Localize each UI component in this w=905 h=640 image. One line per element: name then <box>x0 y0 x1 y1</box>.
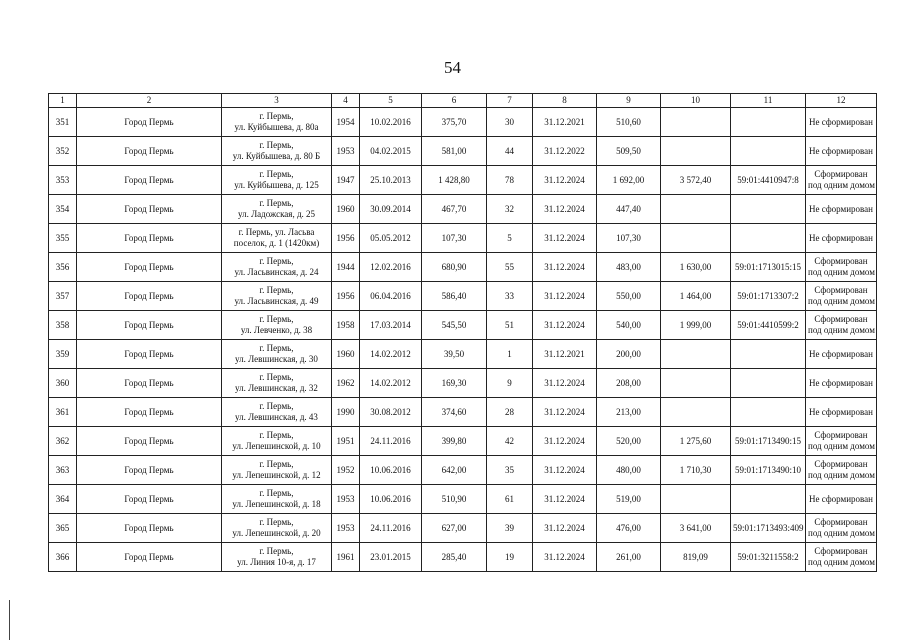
planned-area-cell: 200,00 <box>597 340 661 369</box>
residents-count-cell: 51 <box>487 311 533 340</box>
table-row <box>49 398 877 427</box>
date-cell: 10.06.2016 <box>360 485 422 514</box>
residents-count-cell: 44 <box>487 137 533 166</box>
row-number-cell: 358 <box>49 311 77 340</box>
planned-area-cell: 208,00 <box>597 369 661 398</box>
cadastral-number-cell: 59:01:4410947:8 <box>731 166 806 195</box>
city-cell: Город Пермь <box>77 340 222 369</box>
housing-registry-table <box>48 93 877 572</box>
address-line-1: г. Пермь, <box>259 314 294 324</box>
city-cell: Город Пермь <box>77 543 222 572</box>
row-number-cell: 366 <box>49 543 77 572</box>
address-cell <box>222 398 332 427</box>
cadastral-number-cell: 59:01:1713490:10 <box>731 456 806 485</box>
year-built-cell: 1953 <box>332 137 360 166</box>
table-row <box>49 253 877 282</box>
deadline-cell: 31.12.2024 <box>533 369 597 398</box>
address-line-1: г. Пермь, <box>259 430 294 440</box>
planned-area-cell: 213,00 <box>597 398 661 427</box>
land-status-cell <box>806 369 877 398</box>
column-header-7: 7 <box>487 94 533 108</box>
address-line-2: ул. Левшинская, д. 43 <box>235 412 318 422</box>
address-line-1: г. Пермь, <box>259 198 294 208</box>
year-built-cell: 1952 <box>332 456 360 485</box>
address-cell <box>222 311 332 340</box>
land-status-cell <box>806 311 877 340</box>
land-status-line-1: Сформирован <box>814 256 868 266</box>
address-line-2: ул. Лепешинской, д. 10 <box>232 441 321 451</box>
address-line-1: г. Пермь, <box>259 488 294 498</box>
row-number-cell: 361 <box>49 398 77 427</box>
table-row <box>49 166 877 195</box>
header-row <box>49 94 877 108</box>
planned-area-cell: 550,00 <box>597 282 661 311</box>
land-status-line-1: Не сформирован <box>809 232 873 243</box>
land-status-line-1: Не сформирован <box>809 348 873 359</box>
city-cell: Город Пермь <box>77 398 222 427</box>
planned-area-cell: 519,00 <box>597 485 661 514</box>
city-cell: Город Пермь <box>77 514 222 543</box>
column-header-3: 3 <box>222 94 332 108</box>
date-cell: 30.09.2014 <box>360 195 422 224</box>
city-cell: Город Пермь <box>77 166 222 195</box>
address-line-2: ул. Куйбышева, д. 80 Б <box>232 151 321 161</box>
address-cell <box>222 427 332 456</box>
address-cell <box>222 166 332 195</box>
land-area-cell <box>661 340 731 369</box>
address-cell <box>222 108 332 137</box>
land-status-line-1: Не сформирован <box>809 116 873 127</box>
address-line-2: поселок, д. 1 (1420км) <box>233 238 320 248</box>
area-cell: 627,00 <box>422 514 487 543</box>
year-built-cell: 1956 <box>332 282 360 311</box>
deadline-cell: 31.12.2024 <box>533 311 597 340</box>
planned-area-cell: 107,30 <box>597 224 661 253</box>
date-cell: 14.02.2012 <box>360 369 422 398</box>
year-built-cell: 1960 <box>332 195 360 224</box>
deadline-cell: 31.12.2024 <box>533 224 597 253</box>
address-cell <box>222 137 332 166</box>
land-status-cell <box>806 224 877 253</box>
table-row <box>49 224 877 253</box>
deadline-cell: 31.12.2024 <box>533 427 597 456</box>
table-row <box>49 485 877 514</box>
deadline-cell: 31.12.2024 <box>533 543 597 572</box>
city-cell: Город Пермь <box>77 427 222 456</box>
address-line-2: ул. Лепешинской, д. 20 <box>232 528 321 538</box>
date-cell: 25.10.2013 <box>360 166 422 195</box>
date-cell: 24.11.2016 <box>360 514 422 543</box>
row-number-cell: 355 <box>49 224 77 253</box>
row-number-cell: 365 <box>49 514 77 543</box>
area-cell: 169,30 <box>422 369 487 398</box>
date-cell: 12.02.2016 <box>360 253 422 282</box>
land-status-line-2: под одним домом <box>808 180 875 190</box>
address-line-1: г. Пермь, <box>259 285 294 295</box>
land-status-cell <box>806 195 877 224</box>
land-area-cell <box>661 137 731 166</box>
city-cell: Город Пермь <box>77 282 222 311</box>
land-status-cell <box>806 166 877 195</box>
address-cell <box>222 369 332 398</box>
address-cell <box>222 485 332 514</box>
land-status-cell <box>806 543 877 572</box>
table-row <box>49 137 877 166</box>
row-number-cell: 354 <box>49 195 77 224</box>
land-status-line-1: Сформирован <box>814 430 868 440</box>
land-status-cell <box>806 485 877 514</box>
row-number-cell: 356 <box>49 253 77 282</box>
deadline-cell: 31.12.2024 <box>533 485 597 514</box>
column-header-11: 11 <box>731 94 806 108</box>
address-cell <box>222 224 332 253</box>
area-cell: 374,60 <box>422 398 487 427</box>
cadastral-number-cell: 59:01:3211558:2 <box>731 543 806 572</box>
residents-count-cell: 28 <box>487 398 533 427</box>
area-cell: 545,50 <box>422 311 487 340</box>
area-cell: 467,70 <box>422 195 487 224</box>
deadline-cell: 31.12.2024 <box>533 282 597 311</box>
cadastral-number-cell <box>731 340 806 369</box>
address-line-1: г. Пермь, <box>259 256 294 266</box>
date-cell: 23.01.2015 <box>360 543 422 572</box>
column-header-4: 4 <box>332 94 360 108</box>
land-status-line-1: Не сформирован <box>809 203 873 214</box>
column-header-12: 12 <box>806 94 877 108</box>
address-line-2: ул. Лепешинской, д. 12 <box>232 470 321 480</box>
cadastral-number-cell: 59:01:1713307:2 <box>731 282 806 311</box>
table-row <box>49 340 877 369</box>
year-built-cell: 1954 <box>332 108 360 137</box>
city-cell: Город Пермь <box>77 311 222 340</box>
cadastral-number-cell <box>731 224 806 253</box>
planned-area-cell: 261,00 <box>597 543 661 572</box>
area-cell: 1 428,80 <box>422 166 487 195</box>
residents-count-cell: 39 <box>487 514 533 543</box>
date-cell: 10.06.2016 <box>360 456 422 485</box>
land-status-line-2: под одним домом <box>808 325 875 335</box>
cadastral-number-cell <box>731 485 806 514</box>
city-cell: Город Пермь <box>77 253 222 282</box>
address-line-2: ул. Левшинская, д. 30 <box>235 354 318 364</box>
address-cell <box>222 195 332 224</box>
planned-area-cell: 447,40 <box>597 195 661 224</box>
land-status-line-2: под одним домом <box>808 557 875 567</box>
residents-count-cell: 33 <box>487 282 533 311</box>
deadline-cell: 31.12.2024 <box>533 514 597 543</box>
year-built-cell: 1961 <box>332 543 360 572</box>
row-number-cell: 352 <box>49 137 77 166</box>
column-header-6: 6 <box>422 94 487 108</box>
deadline-cell: 31.12.2022 <box>533 137 597 166</box>
address-line-1: г. Пермь, <box>259 517 294 527</box>
row-number-cell: 359 <box>49 340 77 369</box>
address-line-1: г. Пермь, <box>259 401 294 411</box>
land-status-line-2: под одним домом <box>808 296 875 306</box>
column-header-2: 2 <box>77 94 222 108</box>
land-status-line-1: Не сформирован <box>809 493 873 504</box>
cadastral-number-cell: 59:01:4410599:2 <box>731 311 806 340</box>
address-line-1: г. Пермь, ул. Ласьва <box>238 227 315 237</box>
address-line-2: ул. Левченко, д. 38 <box>240 325 313 335</box>
year-built-cell: 1956 <box>332 224 360 253</box>
address-line-1: г. Пермь, <box>259 372 294 382</box>
land-status-line-2: под одним домом <box>808 470 875 480</box>
land-status-cell <box>806 514 877 543</box>
table-row <box>49 282 877 311</box>
address-line-2: ул. Ласьвинская, д. 24 <box>234 267 319 277</box>
date-cell: 24.11.2016 <box>360 427 422 456</box>
table-row <box>49 427 877 456</box>
land-status-line-1: Не сформирован <box>809 406 873 417</box>
land-area-cell: 1 999,00 <box>661 311 731 340</box>
column-header-9: 9 <box>597 94 661 108</box>
address-line-1: г. Пермь, <box>259 140 294 150</box>
scan-edge-line <box>9 600 10 640</box>
land-area-cell: 3 572,40 <box>661 166 731 195</box>
planned-area-cell: 520,00 <box>597 427 661 456</box>
address-line-2: ул. Куйбышева, д. 125 <box>234 180 319 190</box>
cadastral-number-cell: 59:01:1713490:15 <box>731 427 806 456</box>
deadline-cell: 31.12.2021 <box>533 108 597 137</box>
date-cell: 04.02.2015 <box>360 137 422 166</box>
date-cell: 10.02.2016 <box>360 108 422 137</box>
year-built-cell: 1944 <box>332 253 360 282</box>
land-status-cell <box>806 456 877 485</box>
year-built-cell: 1951 <box>332 427 360 456</box>
date-cell: 17.03.2014 <box>360 311 422 340</box>
planned-area-cell: 1 692,00 <box>597 166 661 195</box>
land-status-cell <box>806 282 877 311</box>
residents-count-cell: 55 <box>487 253 533 282</box>
table-row <box>49 543 877 572</box>
year-built-cell: 1947 <box>332 166 360 195</box>
date-cell: 14.02.2012 <box>360 340 422 369</box>
land-status-line-1: Сформирован <box>814 459 868 469</box>
cadastral-number-cell <box>731 195 806 224</box>
address-line-1: г. Пермь, <box>259 459 294 469</box>
land-area-cell <box>661 398 731 427</box>
area-cell: 642,00 <box>422 456 487 485</box>
year-built-cell: 1953 <box>332 485 360 514</box>
year-built-cell: 1962 <box>332 369 360 398</box>
land-status-line-2: под одним домом <box>808 528 875 538</box>
residents-count-cell: 9 <box>487 369 533 398</box>
deadline-cell: 31.12.2024 <box>533 253 597 282</box>
cadastral-number-cell <box>731 369 806 398</box>
cadastral-number-cell: 59:01:1713015:15 <box>731 253 806 282</box>
residents-count-cell: 5 <box>487 224 533 253</box>
planned-area-cell: 476,00 <box>597 514 661 543</box>
land-area-cell <box>661 108 731 137</box>
page-number: 54 <box>444 58 461 77</box>
row-number-cell: 353 <box>49 166 77 195</box>
address-line-2: ул. Линия 10-я, д. 17 <box>237 557 316 567</box>
cadastral-number-cell: 59:01:1713493:409 <box>731 514 806 543</box>
land-area-cell: 1 630,00 <box>661 253 731 282</box>
land-status-cell <box>806 108 877 137</box>
residents-count-cell: 61 <box>487 485 533 514</box>
address-line-2: ул. Левшинская, д. 32 <box>235 383 318 393</box>
address-cell <box>222 282 332 311</box>
column-header-1: 1 <box>49 94 77 108</box>
address-cell <box>222 543 332 572</box>
city-cell: Город Пермь <box>77 195 222 224</box>
land-status-cell <box>806 137 877 166</box>
table-row <box>49 514 877 543</box>
land-status-line-1: Сформирован <box>814 169 868 179</box>
land-status-cell <box>806 340 877 369</box>
land-area-cell <box>661 369 731 398</box>
residents-count-cell: 78 <box>487 166 533 195</box>
land-status-line-1: Сформирован <box>814 285 868 295</box>
year-built-cell: 1990 <box>332 398 360 427</box>
area-cell: 39,50 <box>422 340 487 369</box>
address-cell <box>222 514 332 543</box>
column-header-8: 8 <box>533 94 597 108</box>
row-number-cell: 351 <box>49 108 77 137</box>
address-line-2: ул. Ладожская, д. 25 <box>237 209 316 219</box>
deadline-cell: 31.12.2021 <box>533 340 597 369</box>
area-cell: 586,40 <box>422 282 487 311</box>
date-cell: 06.04.2016 <box>360 282 422 311</box>
residents-count-cell: 19 <box>487 543 533 572</box>
land-status-line-1: Сформирован <box>814 546 868 556</box>
address-line-2: ул. Ласьвинская, д. 49 <box>234 296 319 306</box>
land-area-cell <box>661 224 731 253</box>
land-area-cell <box>661 485 731 514</box>
residents-count-cell: 42 <box>487 427 533 456</box>
row-number-cell: 357 <box>49 282 77 311</box>
address-line-1: г. Пермь, <box>259 546 294 556</box>
row-number-cell: 364 <box>49 485 77 514</box>
area-cell: 285,40 <box>422 543 487 572</box>
area-cell: 680,90 <box>422 253 487 282</box>
address-line-2: ул. Куйбышева, д. 80а <box>234 122 319 132</box>
table-row <box>49 369 877 398</box>
residents-count-cell: 32 <box>487 195 533 224</box>
land-area-cell: 1 275,60 <box>661 427 731 456</box>
address-line-1: г. Пермь, <box>259 343 294 353</box>
column-header-10: 10 <box>661 94 731 108</box>
row-number-cell: 363 <box>49 456 77 485</box>
land-status-line-1: Не сформирован <box>809 377 873 388</box>
deadline-cell: 31.12.2024 <box>533 195 597 224</box>
deadline-cell: 31.12.2024 <box>533 456 597 485</box>
planned-area-cell: 480,00 <box>597 456 661 485</box>
column-header-5: 5 <box>360 94 422 108</box>
deadline-cell: 31.12.2024 <box>533 398 597 427</box>
planned-area-cell: 510,60 <box>597 108 661 137</box>
address-cell <box>222 253 332 282</box>
land-area-cell: 1 464,00 <box>661 282 731 311</box>
row-number-cell: 360 <box>49 369 77 398</box>
planned-area-cell: 540,00 <box>597 311 661 340</box>
city-cell: Город Пермь <box>77 108 222 137</box>
date-cell: 30.08.2012 <box>360 398 422 427</box>
address-line-1: г. Пермь, <box>259 169 294 179</box>
land-status-cell <box>806 398 877 427</box>
land-status-line-1: Не сформирован <box>809 145 873 156</box>
address-line-1: г. Пермь, <box>259 111 294 121</box>
address-line-2: ул. Лепешинской, д. 18 <box>232 499 321 509</box>
land-area-cell: 3 641,00 <box>661 514 731 543</box>
year-built-cell: 1960 <box>332 340 360 369</box>
table-row <box>49 456 877 485</box>
residents-count-cell: 30 <box>487 108 533 137</box>
city-cell: Город Пермь <box>77 224 222 253</box>
cadastral-number-cell <box>731 398 806 427</box>
table-body <box>49 108 877 572</box>
address-cell <box>222 456 332 485</box>
area-cell: 399,80 <box>422 427 487 456</box>
land-status-line-1: Сформирован <box>814 314 868 324</box>
land-status-cell <box>806 427 877 456</box>
land-status-line-1: Сформирован <box>814 517 868 527</box>
cadastral-number-cell <box>731 137 806 166</box>
address-cell <box>222 340 332 369</box>
area-cell: 581,00 <box>422 137 487 166</box>
land-status-line-2: под одним домом <box>808 267 875 277</box>
city-cell: Город Пермь <box>77 456 222 485</box>
city-cell: Город Пермь <box>77 137 222 166</box>
area-cell: 107,30 <box>422 224 487 253</box>
land-area-cell: 819,09 <box>661 543 731 572</box>
planned-area-cell: 483,00 <box>597 253 661 282</box>
planned-area-cell: 509,50 <box>597 137 661 166</box>
table-row <box>49 108 877 137</box>
city-cell: Город Пермь <box>77 369 222 398</box>
area-cell: 375,70 <box>422 108 487 137</box>
area-cell: 510,90 <box>422 485 487 514</box>
deadline-cell: 31.12.2024 <box>533 166 597 195</box>
table-row <box>49 195 877 224</box>
land-status-line-2: под одним домом <box>808 441 875 451</box>
land-area-cell <box>661 195 731 224</box>
city-cell: Город Пермь <box>77 485 222 514</box>
cadastral-number-cell <box>731 108 806 137</box>
land-area-cell: 1 710,30 <box>661 456 731 485</box>
land-status-cell <box>806 253 877 282</box>
year-built-cell: 1958 <box>332 311 360 340</box>
date-cell: 05.05.2012 <box>360 224 422 253</box>
table-row <box>49 311 877 340</box>
residents-count-cell: 1 <box>487 340 533 369</box>
residents-count-cell: 35 <box>487 456 533 485</box>
table-header <box>49 94 877 108</box>
year-built-cell: 1953 <box>332 514 360 543</box>
row-number-cell: 362 <box>49 427 77 456</box>
